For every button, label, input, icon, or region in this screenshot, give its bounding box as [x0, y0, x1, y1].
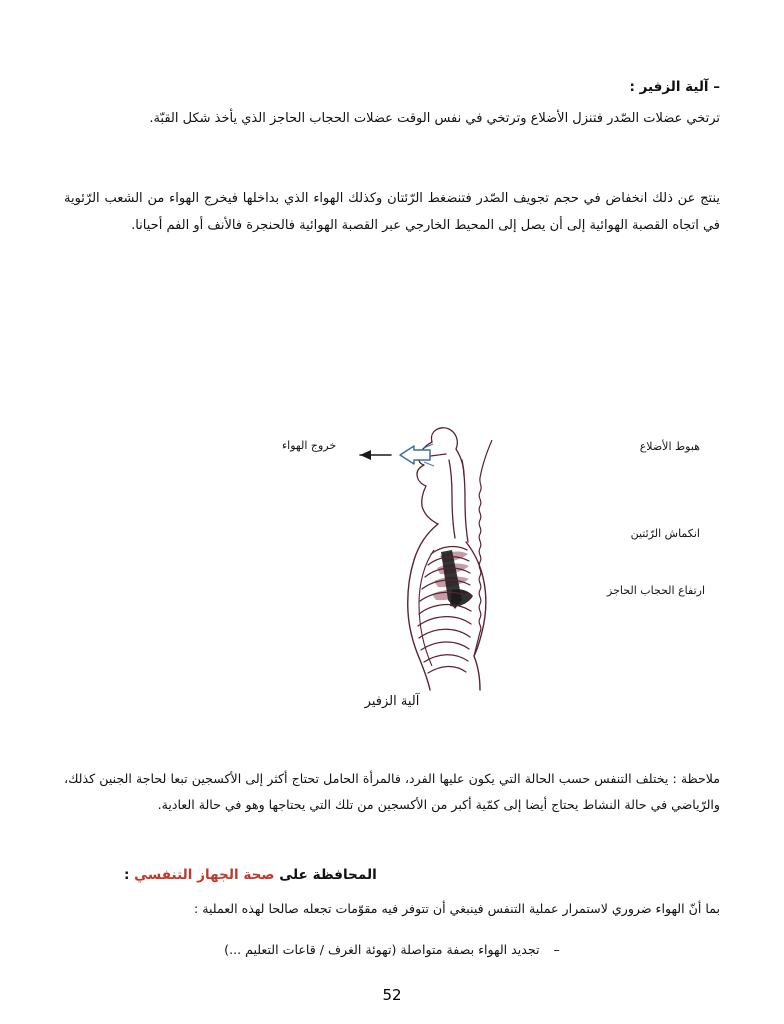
- exhalation-heading: – آلية الزفير :: [629, 79, 720, 95]
- label-lungs-contraction: انكماش الرّئتين: [630, 527, 700, 540]
- health-section-heading: [64, 862, 720, 889]
- label-ribs-lowering: هبوط الأضلاع: [639, 440, 700, 453]
- rib-cage: [418, 547, 473, 673]
- note-paragraph: ملاحظة : يختلف التنفس حسب الحالة التي يكون عليها الفرد، فالمرأة الحامل تحتاج أكثر إلى الأكسجين تبعا لحاجة الجنين كذلك، والرّياضي في حالة النشاط يحتاج أيضا إلى كمّية أكبر من الأكسجين من تلك التي يحتاجها وهو في حالة العادية.: [64, 771, 720, 812]
- figure-caption: آلية الزفير: [364, 694, 420, 709]
- heading-suffix: :: [124, 867, 135, 883]
- health-bullet-item: [64, 938, 720, 963]
- bullet-dash: –: [553, 942, 560, 957]
- label-air-exit: خروج الهواء: [282, 439, 337, 452]
- exhalation-paragraph-1: ترتخي عضلات الصّدر فتنزل الأضلاع وترتخي في نفس الوقت عضلات الحجاب الحاجز الذي يأخذ شكل القبّة.: [149, 111, 720, 126]
- bullet-text: تجديد الهواء بصفة متواصلة (تهوئة الغرف / قاعات التعليم ...): [224, 942, 540, 957]
- exhalation-diagram: [0, 404, 784, 724]
- health-paragraph: بما أنّ الهواء ضروري لاستمرار عملية التنفس فينبغي أن تتوفر فيه مقوّمات تجعله صالحا لهذه العملية :: [193, 901, 720, 916]
- label-diaphragm-rising: ارتفاع الحجاب الحاجز: [607, 584, 705, 597]
- spine-outline: [474, 440, 492, 656]
- page-number: 52: [382, 986, 402, 1004]
- exhalation-paragraph-2: ينتج عن ذلك انخفاض في حجم تجويف الصّدر فتنضغط الرّئتان وكذلك الهواء الذي بداخلها فيخرج الهواء من الشعب الرّئوية في اتجاه القصبة الهوائية إلى أن يصل إلى المحيط الخارجي عبر القصبة الهوائية فالحنجرة فالأنف أو الفم أحيانا.: [64, 191, 720, 233]
- air-exit-thin-arrow: [360, 450, 391, 460]
- heading-accent: صحة الجهاز التنفسي: [134, 867, 275, 883]
- air-exit-block-arrow: [400, 446, 430, 464]
- heading-prefix: المحافظة على: [274, 867, 377, 883]
